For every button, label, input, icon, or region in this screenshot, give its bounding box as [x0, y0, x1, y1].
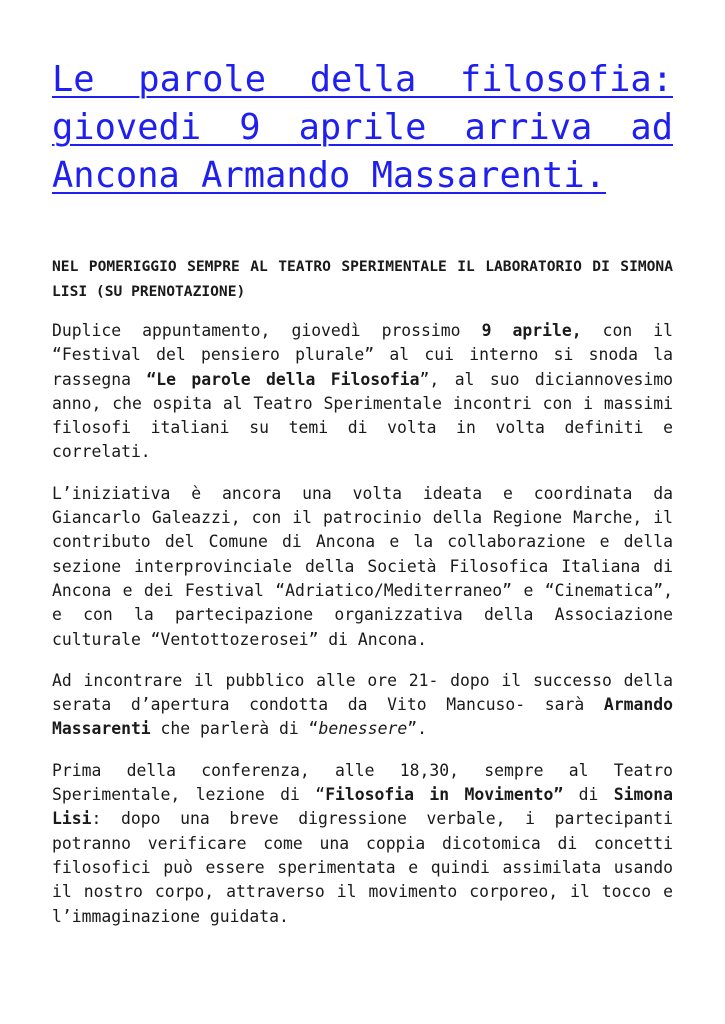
title-line-3[interactable]: Ancona Armando Massarenti.	[52, 155, 606, 196]
p1-date-bold: 9 aprile,	[481, 321, 582, 340]
p1-text-a: Duplice appuntamento, giovedì prossimo	[52, 321, 482, 340]
p3-text-c: che parlerà di “	[150, 719, 319, 739]
p4-lecturer-bold: Simona Lisi	[52, 785, 673, 829]
article	[52, 56, 673, 929]
title-line-1[interactable]: Le parole della filosofia:	[52, 59, 673, 100]
article-subtitle: NEL POMERIGGIO SEMPRE AL TEATRO SPERIMENTALE IL LABORATORIO DI SIMONA LISI (SU PRENOTAZIONE)	[52, 258, 673, 300]
article-title-link[interactable]	[52, 56, 673, 200]
p1-text-d: ”, al suo diciannovesimo anno, che ospita al Teatro Sperimentale incontri con i massimi filosofi italiani su temi di volta in volta definiti e correlati.	[52, 369, 673, 462]
paragraph-2: L’iniziativa è ancora una volta ideata e coordinata da Giancarlo Galeazzi, con il patrocinio della Regione Marche, il contributo del Comune di Ancona e la collaborazione e della sezione interprovinciale della Società Filosofica Italiana di Ancona e dei Festival “Adriatico/Mediterraneo” e “Cinematica”, e con la partecipazione organizzativa della Associazione culturale “Ventottozerosei” di Ancona.	[52, 483, 673, 649]
paragraph-4	[52, 759, 673, 929]
p3-text-d: ”.	[407, 719, 428, 739]
p3-speaker-bold: Armando Massarenti	[52, 695, 673, 739]
p4-text-a: Prima della conferenza, alle 18,30, sempre al Teatro Sperimentale, lezione di “	[52, 760, 673, 805]
p1-rassegna-bold: “Le parole della Filosofia	[146, 369, 420, 389]
p1-text-c: con il “Festival del pensiero plurale” al cui interno si snoda la rassegna	[52, 321, 674, 389]
p3-text-a: Ad incontrare il pubblico alle ore 21- dopo il successo della serata d’apertura condotta da Vito Mancuso- sarà	[52, 670, 673, 715]
paragraph-3	[52, 669, 673, 742]
p4-text-d: : dopo una breve digressione verbale, i partecipanti potranno verificare come una coppia dicotomica di concetti filosofici può essere sperimentata e quindi assimilata usando il nostro corpo, attraverso il movimento corporeo, il tocco e l’immaginazione guidata.	[52, 809, 673, 926]
paragraph-1	[52, 319, 673, 465]
p4-lesson-bold: Filosofia in Movimento”	[325, 785, 564, 805]
p4-text-c: di	[563, 785, 614, 805]
p3-topic-italic: benessere	[318, 719, 408, 739]
title-line-2[interactable]: giovedi 9 aprile arriva ad	[52, 107, 673, 148]
